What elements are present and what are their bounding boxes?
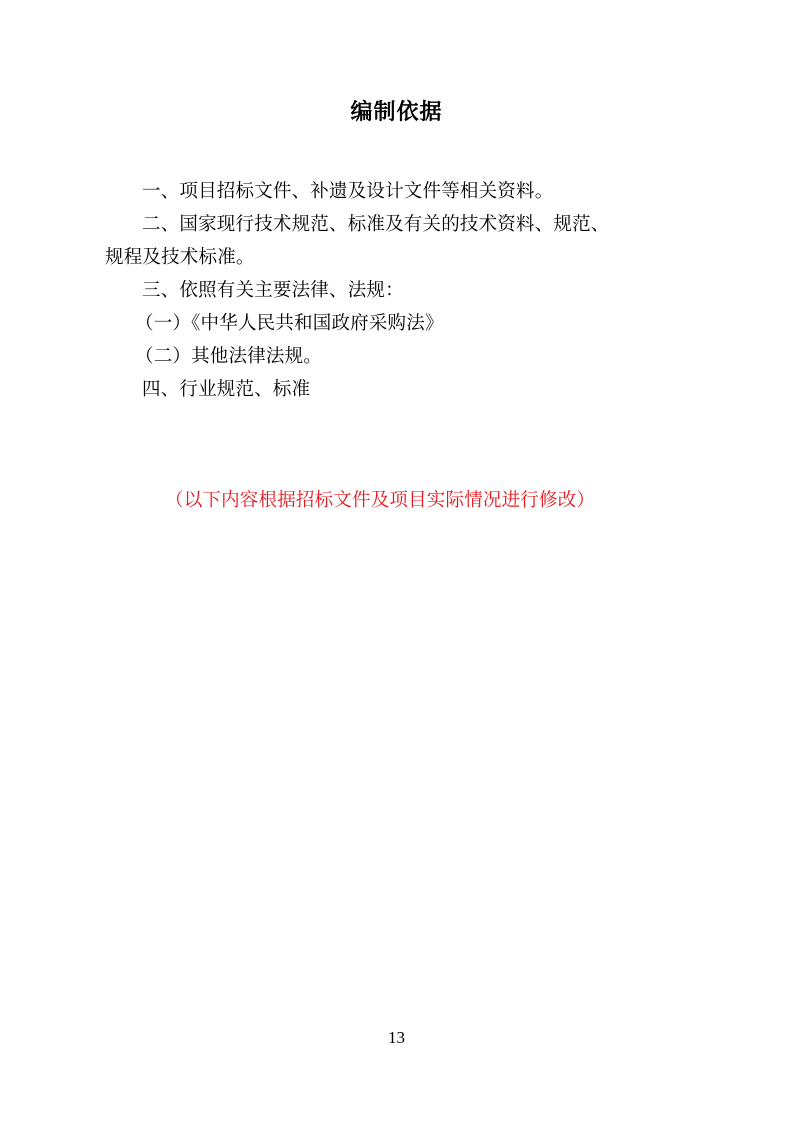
paragraph-3: 三、依照有关主要法律、法规： (142, 281, 404, 301)
paragraph-2-continuation: 规程及技术标准。 (105, 248, 255, 268)
page-title: 编制依据 (350, 100, 443, 125)
paragraph-4: 四、行业规范、标准 (142, 380, 311, 400)
paragraph-2: 二、国家现行技术规范、标准及有关的技术资料、规范、 (142, 215, 610, 235)
paragraph-1: 一、项目招标文件、补遗及设计文件等相关资料。 (142, 182, 554, 202)
paragraph-3-item-2: （二）其他法律法规。 (135, 347, 323, 367)
document-body (105, 176, 688, 407)
editorial-note: （以下内容根据招标文件及项目实际情况进行修改） (165, 491, 596, 511)
page-number: 13 (388, 1028, 405, 1047)
paragraph-3-item-1: （一）《中华人民共和国政府采购法》 (135, 314, 444, 334)
